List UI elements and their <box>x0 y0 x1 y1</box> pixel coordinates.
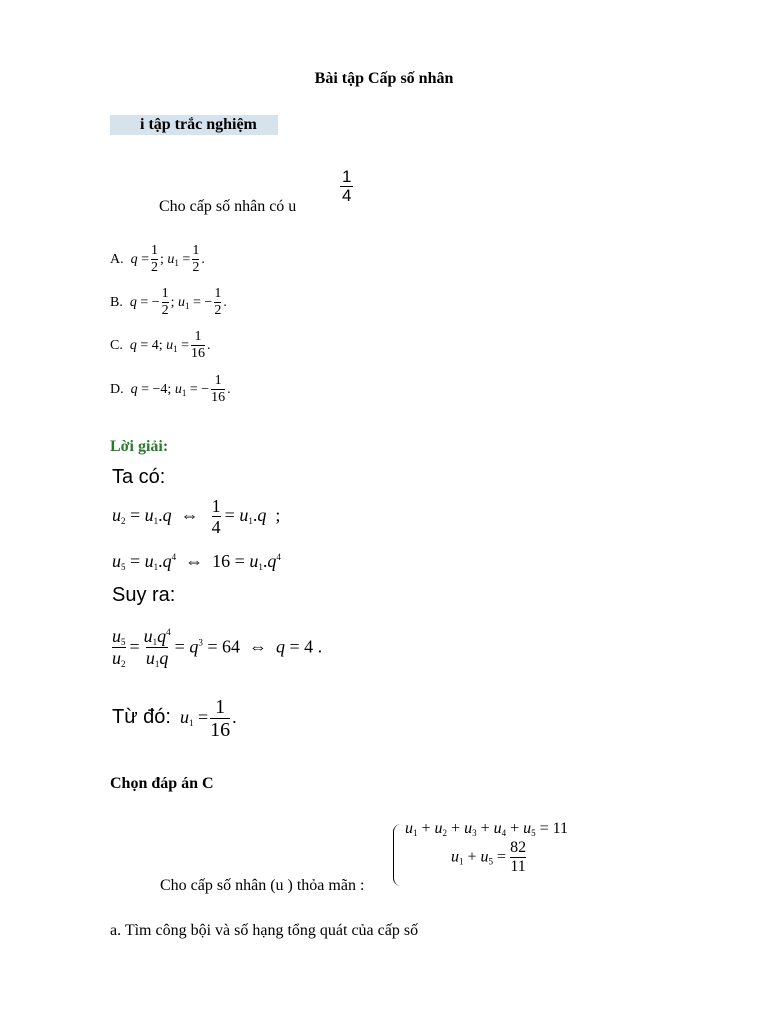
option-letter: B. <box>110 294 123 310</box>
fraction-numerator: 1 <box>342 167 352 186</box>
option-letter: C. <box>110 337 123 353</box>
option-letter: D. <box>110 381 124 397</box>
option-d: D. q = −4; $u_1$ = − $\frac{1}{16}$ . <box>110 373 231 405</box>
equation-3: $\frac{u_5}{u_2}$ = $\frac{u_1q^4}{u_1q}$ = $q^3 = 64$ ⇔ q = 4 . <box>112 626 323 670</box>
equation-2: $u_5 = u_1.q^4$ ⇔ $16 = u_1.q^4$ <box>112 551 281 572</box>
option-letter: A. <box>110 251 124 267</box>
brace-shape <box>393 824 402 886</box>
option-b: B. q = − $\frac{1}{2}$ ; $u_1$ = − $\frac{1}{2}$ . <box>110 286 227 318</box>
equation-1: $u_2 = u_1.q$ ⇔ $\frac{1}{4}$ = $u_1.q$ ; <box>112 496 281 537</box>
option-c: C. q = 4; $u_1$ = $\frac{1}{16}$ . <box>110 329 211 361</box>
ta-co-text: Ta có: <box>112 466 166 488</box>
suy-ra-text: Suy ra: <box>112 584 176 606</box>
equation-4: Từ đó: $u_1$ = $\frac{1}{16}$ . <box>112 696 237 741</box>
section-heading: i tập trắc nghiệm <box>110 115 278 135</box>
question-1-fraction <box>340 168 353 205</box>
question-1-text: Cho cấp số nhân có u <box>159 198 297 215</box>
solution-label: Lời giải: <box>110 438 169 455</box>
equation-system: $u_1 + u_2 + u_3 + u_4 + u_5 = 11$ $u_1 + u_5$ = $\frac{82}{11}$ <box>395 820 568 876</box>
page-title: Bài tập Cấp số nhân <box>314 70 454 87</box>
tu-do-text: Từ đó: <box>112 706 171 729</box>
part-a-text: a. Tìm công bội và số hạng tổng quát của cấp số <box>110 922 419 939</box>
option-a: A. q = $\frac{1}{2}$ ; $u_1$ = $\frac{1}{2}$ . <box>110 243 205 275</box>
fraction-denominator: 4 <box>342 185 352 205</box>
question-2-text: Cho cấp số nhân (u ) thỏa mãn : <box>160 877 365 894</box>
answer-choice: Chọn đáp án C <box>110 775 214 792</box>
